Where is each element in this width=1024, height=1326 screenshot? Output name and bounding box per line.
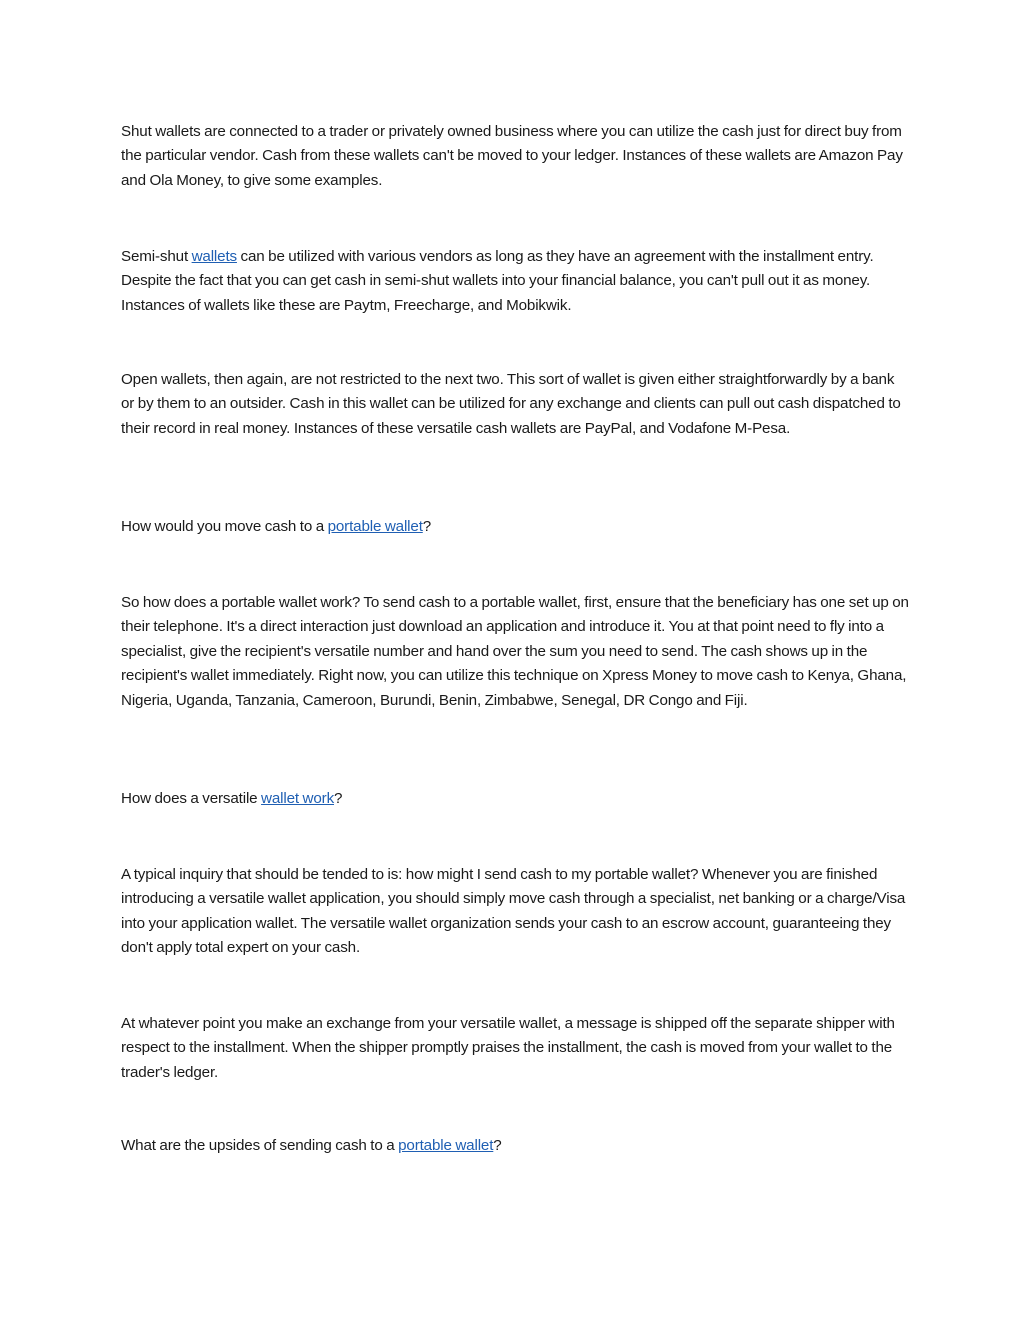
text-segment: can be utilized with various vendors as long as they have an agreement with the installment entry. Despite the fact that you can get cash in semi-shut wallets into your financial balance, you can't pull out it as money. Instances of wallets like these are Paytm, Freecharge, and Mobikwik. <box>121 248 874 314</box>
wallets-link[interactable]: wallets <box>191 248 237 265</box>
wallet-work-link[interactable]: wallet work <box>261 790 335 807</box>
paragraph-semi-closed-wallets <box>121 245 911 318</box>
paragraph-closed-wallets <box>121 120 911 193</box>
text-segment: How does a versatile <box>121 790 262 807</box>
paragraph-open-wallets <box>121 368 911 441</box>
text-segment: At whatever point you make an exchange from your versatile wallet, a message is shipped off the separate shipper with respect to the installment. When the shipper promptly praises the installment, the cash is moved from your wallet to the trader's ledger. <box>121 1015 895 1081</box>
heading-upsides <box>121 1134 911 1158</box>
text-segment: ? <box>493 1137 502 1154</box>
paragraph-exchange <box>121 1012 911 1085</box>
text-segment: ? <box>334 790 343 807</box>
text-segment: Semi-shut <box>121 248 192 265</box>
text-segment: Open wallets, then again, are not restricted to the next two. This sort of wallet is given either straightforwardly by a bank or by them to an outsider. Cash in this wallet can be utilized for any exchange and clients can pull out cash dispatched to their record in real money. Instances of these versatile cash wallets are PayPal, and Vodafone M-Pesa. <box>121 371 901 437</box>
heading-wallet-work <box>121 787 911 811</box>
text-segment: How would you move cash to a <box>121 518 328 535</box>
text-segment: So how does a portable wallet work? To send cash to a portable wallet, first, ensure that the beneficiary has one set up on their telephone. It's a direct interaction just download an application and introduce it. You at that point need to fly into a specialist, give the recipient's versatile number and hand over the sum you need to send. The cash shows up in the recipient's wallet immediately. Right now, you can utilize this technique on Xpress Money to move cash to Kenya, Ghana, Nigeria, Uganda, Tanzania, Cameroon, Burundi, Benin, Zimbabwe, Senegal, DR Congo and Fiji. <box>121 594 909 709</box>
text-segment: ? <box>422 518 432 535</box>
paragraph-typical-inquiry <box>121 863 911 961</box>
text-segment: What are the upsides of sending cash to a <box>121 1137 399 1154</box>
paragraph-how-it-works <box>121 591 911 713</box>
text-segment: A typical inquiry that should be tended to is: how might I send cash to my portable wallet? Whenever you are finished introducing a versatile wallet application, you should simply move cash through a specialist, net banking or a charge/Visa into your application wallet. The versatile wallet organization sends your cash to an escrow account, guaranteeing they don't apply total expert on your cash. <box>121 866 906 957</box>
heading-move-cash <box>121 515 911 539</box>
portable-wallet-link[interactable]: portable wallet <box>327 518 423 535</box>
text-segment: Shut wallets are connected to a trader or privately owned business where you can utilize the cash just for direct buy from the particular vendor. Cash from these wallets can't be moved to your ledger. Instances of these wallets are Amazon Pay and Ola Money, to give some examples. <box>121 123 903 189</box>
portable-wallet-link[interactable]: portable wallet <box>398 1137 494 1154</box>
